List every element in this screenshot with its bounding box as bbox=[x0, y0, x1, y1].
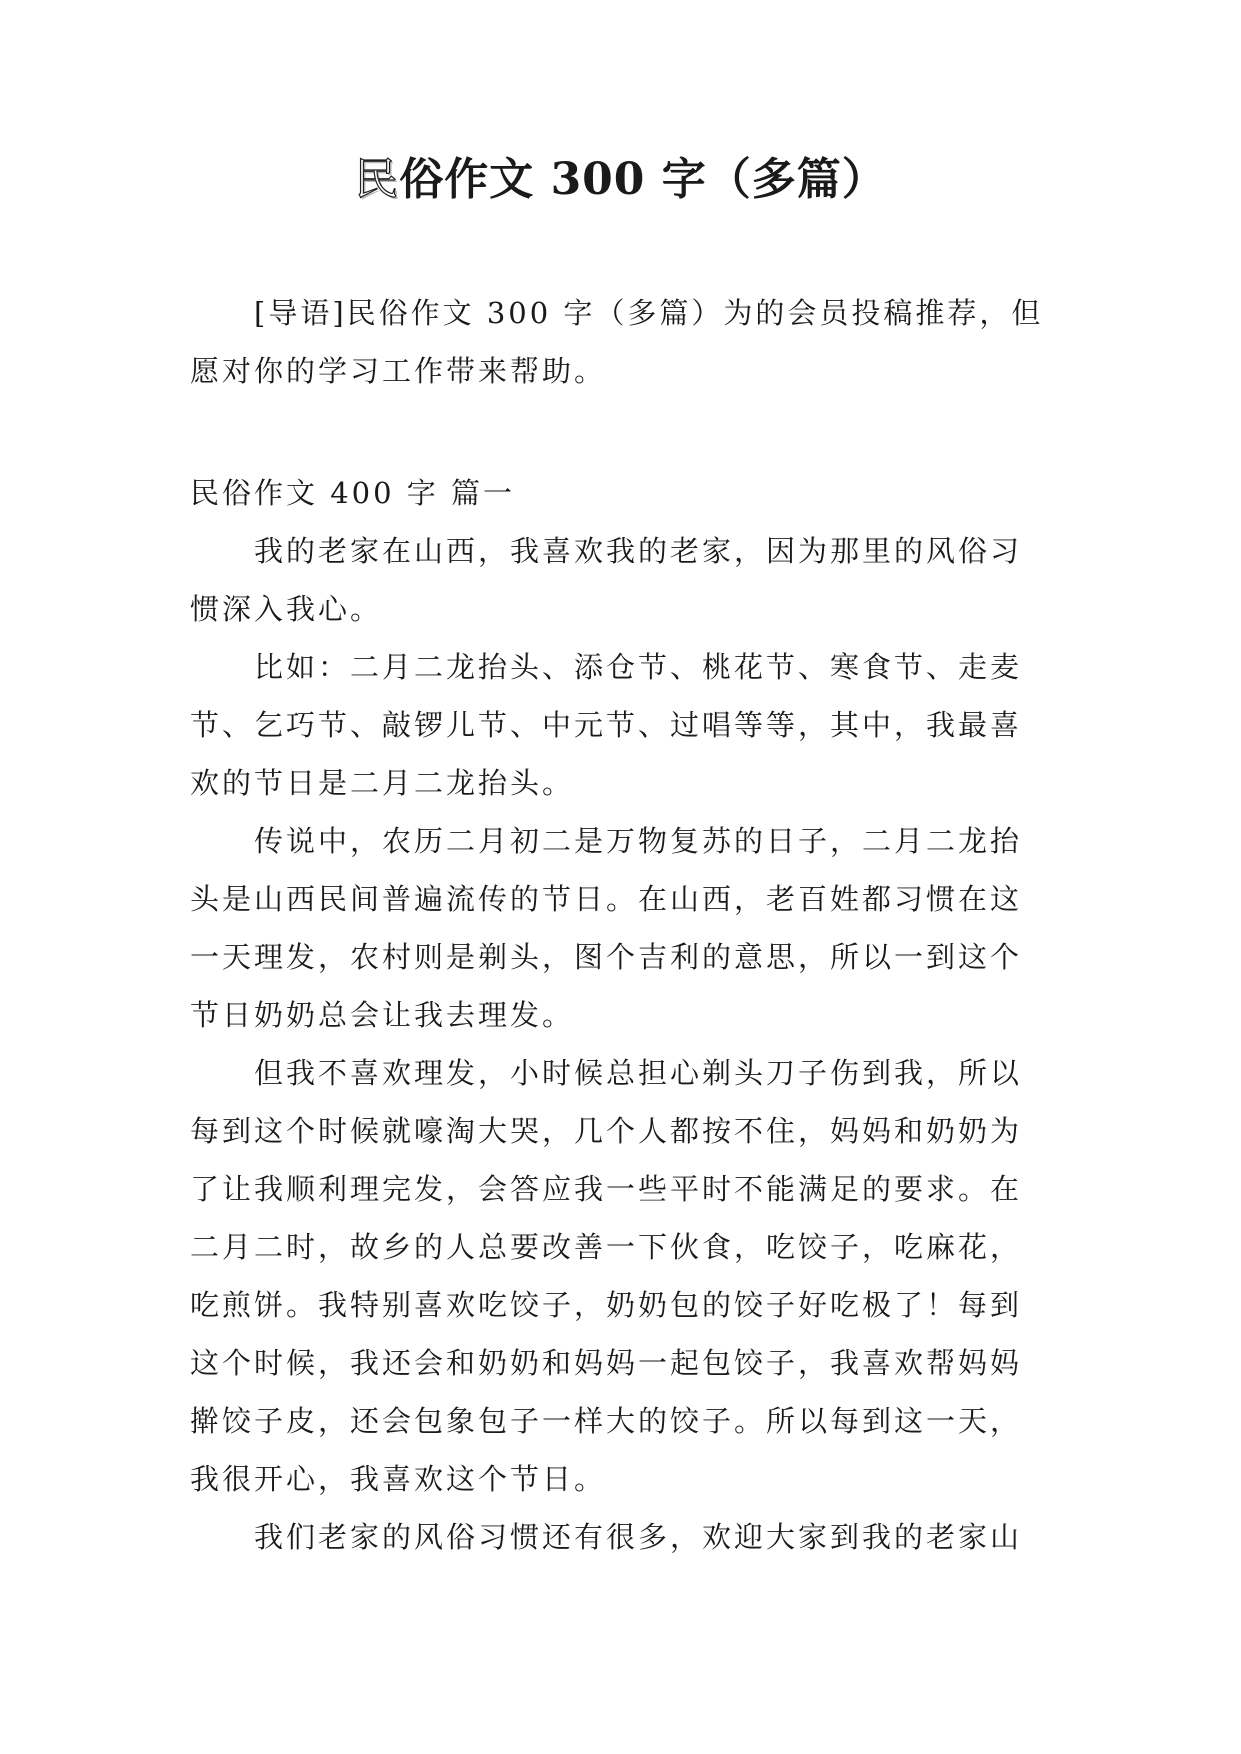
paragraph: 比如：二月二龙抬头、添仓节、桃花节、寒食节、走麦节、乞巧节、敲锣儿节、中元节、过唱等等，其中，我最喜欢的节日是二月二龙抬头。 bbox=[190, 650, 1023, 800]
paragraph: 我的老家在山西，我喜欢我的老家，因为那里的风俗习惯深入我心。 bbox=[190, 534, 1023, 626]
paragraph: 但我不喜欢理发，小时候总担心剃头刀子伤到我，所以每到这个时候就嚎淘大哭，几个人都按不住，妈妈和奶奶为了让我顺利理完发，会答应我一些平时不能满足的要求。在二月二时，故乡的人总要改善一下伙食，吃饺子，吃麻花，吃煎饼。我特别喜欢吃饺子，奶奶包的饺子好吃极了！每到这个时候，我还会和奶奶和妈妈一起包饺子，我喜欢帮妈妈擀饺子皮，还会包象包子一样大的饺子。所以每到这一天，我很开心，我喜欢这个节日。 bbox=[190, 1056, 1023, 1496]
document-title bbox=[0, 150, 1241, 210]
paragraph: 我们老家的风俗习惯还有很多，欢迎大家到我的老家山 bbox=[254, 1520, 1023, 1554]
paragraph: 传说中，农历二月初二是万物复苏的日子，二月二龙抬头是山西民间普遍流传的节日。在山西，老百姓都习惯在这一天理发，农村则是剃头，图个吉利的意思，所以一到这个节日奶奶总会让我去理发。 bbox=[190, 824, 1023, 1032]
title-first-character: 民 bbox=[354, 154, 400, 205]
section-heading: 民俗作文 400 字 篇一 bbox=[190, 476, 516, 510]
intro-paragraph: [导语]民俗作文 300 字（多篇）为的会员投稿推荐，但愿对你的学习工作带来帮助。 bbox=[190, 296, 1044, 388]
title-text: 俗作文 300 字（多篇） bbox=[399, 154, 887, 205]
article-body bbox=[190, 522, 1050, 1566]
